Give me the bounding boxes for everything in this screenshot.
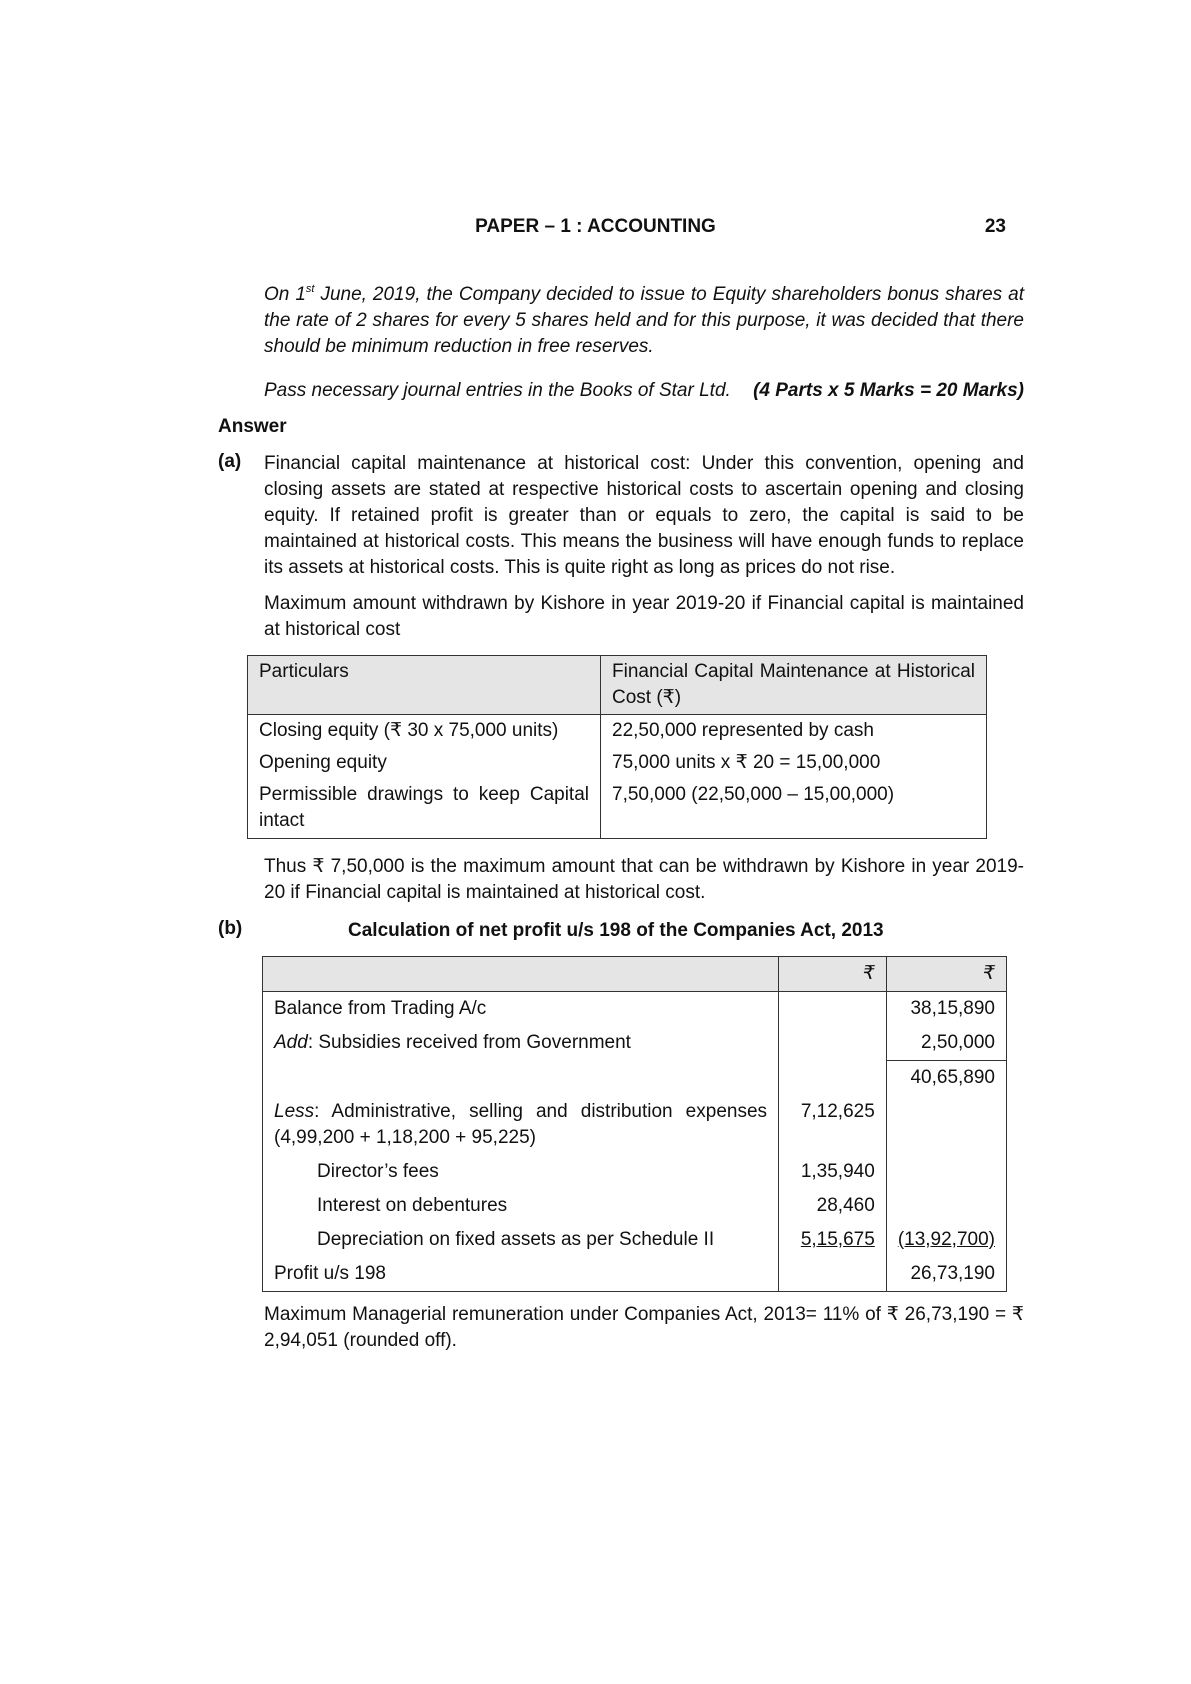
ordinal-suffix: st [305, 283, 315, 295]
row-prefix: Less [274, 1101, 315, 1122]
table-cell: 7,50,000 (22,50,000 – 15,00,000) [601, 779, 987, 839]
row-col3: 40,65,890 [886, 1061, 1006, 1096]
table-row [263, 1061, 1007, 1096]
page-number: 23 [984, 216, 1006, 237]
row-text: : Administrative, selling and distribution expenses (4,99,200 + 1,18,200 + 95,225) [274, 1101, 768, 1148]
row-col3 [886, 1189, 1006, 1223]
header-rupee-col3: ₹ [886, 957, 1006, 992]
table-cell: Closing equity (₹ 30 x 75,000 units) [248, 715, 601, 748]
table-cell: Opening equity [248, 747, 601, 779]
row-particular [263, 1061, 779, 1096]
row-col3 [886, 1223, 1006, 1257]
answer-heading: Answer [218, 416, 287, 437]
part-b-conclusion: Maximum Managerial remuneration under Companies Act, 2013= 11% of ₹ 26,73,190 = ₹ 2,94,051 (rounded off). [264, 1304, 1024, 1351]
row-col3: 2,50,000 [886, 1026, 1006, 1061]
running-header [0, 216, 1191, 244]
instruction-text: Pass necessary journal entries in the Books of Star Ltd. [264, 380, 731, 401]
table-row [263, 1155, 1007, 1189]
row-prefix: Add [274, 1032, 308, 1053]
part-b-label: (b) [218, 918, 243, 939]
question-text-start: On 1 [264, 284, 306, 305]
part-a-paragraph: Financial capital maintenance at historical cost: Under this convention, opening and closing assets are stated at respective historical costs to ascertain opening and closing equity. If retained profit is greater than or equals to zero, the capital is said to be maintained at historical costs. This means the business will have enough funds to replace its assets at historical costs. This is quite right as long as prices do not rise. [264, 453, 1024, 578]
table-row [263, 1095, 1007, 1155]
underlined-value: 5,15,675 [800, 1229, 875, 1250]
row-col2 [779, 1257, 887, 1292]
part-b-title: Calculation of net profit u/s 198 of the Companies Act, 2013 [348, 920, 884, 941]
table-cell: Permissible drawings to keep Capital intact [248, 779, 601, 839]
table-header-row [263, 957, 1007, 992]
table-row [248, 779, 987, 839]
capital-maintenance-table [247, 655, 987, 839]
row-col2: 28,460 [779, 1189, 887, 1223]
table-row [248, 715, 987, 748]
part-a-intro: Maximum amount withdrawn by Kishore in year 2019-20 if Financial capital is maintained at historical cost [264, 593, 1024, 640]
question-text-rest: June, 2019, the Company decided to issue to Equity shareholders bonus shares at the rate of 2 shares for every 5 shares held and for this purpose, it was decided that there should be minimum reduction in free reserves. [264, 284, 1024, 357]
header-blank [263, 957, 779, 992]
row-col3 [886, 1095, 1006, 1155]
row-particular: Profit u/s 198 [263, 1257, 779, 1292]
table-row [263, 1223, 1007, 1257]
row-col2 [779, 992, 887, 1027]
table-cell: 22,50,000 represented by cash [601, 715, 987, 748]
part-a-label: (a) [218, 451, 242, 472]
row-col2 [779, 1061, 887, 1096]
table-row [263, 992, 1007, 1027]
row-text: : Subsidies received from Government [307, 1032, 631, 1053]
header-rupee-col2: ₹ [779, 957, 887, 992]
row-particular: Balance from Trading A/c [263, 992, 779, 1027]
table-cell: 75,000 units x ₹ 20 = 15,00,000 [601, 747, 987, 779]
table-row [263, 1189, 1007, 1223]
net-profit-table [262, 956, 1007, 1292]
row-particular: Interest on debentures [263, 1189, 779, 1223]
row-particular: Depreciation on fixed assets as per Schedule II [263, 1223, 779, 1257]
table-row [248, 747, 987, 779]
row-col2 [779, 1223, 887, 1257]
header-particulars: Particulars [248, 656, 601, 715]
row-col3: 26,73,190 [886, 1257, 1006, 1292]
row-particular [263, 1095, 779, 1155]
row-col3: 38,15,890 [886, 992, 1006, 1027]
instruction-paragraph [264, 378, 1024, 404]
row-col2: 1,35,940 [779, 1155, 887, 1189]
row-particular: Director’s fees [263, 1155, 779, 1189]
marks-allocation: (4 Parts x 5 Marks = 20 Marks) [753, 380, 1024, 401]
row-col2 [779, 1026, 887, 1061]
underlined-value: (13,92,700) [897, 1229, 995, 1250]
row-col3 [886, 1155, 1006, 1189]
table-row [263, 1257, 1007, 1292]
header-financial-capital: Financial Capital Maintenance at Historical Cost (₹) [601, 656, 987, 715]
row-particular [263, 1026, 779, 1061]
running-title: PAPER – 1 : ACCOUNTING [475, 216, 716, 237]
row-col2: 7,12,625 [779, 1095, 887, 1155]
question-paragraph [264, 282, 1024, 360]
table-row [263, 1026, 1007, 1061]
table-header-row [248, 656, 987, 715]
part-a-conclusion: Thus ₹ 7,50,000 is the maximum amount that can be withdrawn by Kishore in year 2019-20 if Financial capital is maintained at historical cost. [264, 856, 1024, 903]
